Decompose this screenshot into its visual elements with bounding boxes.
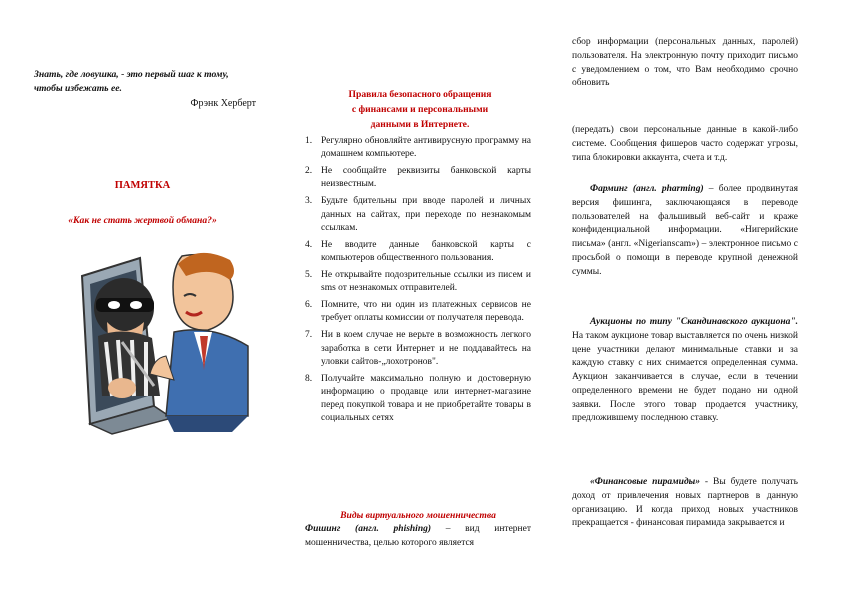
epigraph-author: Фрэнк Херберт	[190, 97, 256, 109]
phishing-paragraph	[305, 523, 531, 551]
rules-title-line-1: Правила безопасного обращения	[348, 89, 492, 100]
col3-paragraph-2: (передать) свои персональные данные в какой-либо системе. Сообщения фишеров часто содержат угрозы, типа блокировки аккаунта, счета и т.д.	[572, 125, 798, 163]
rule-item: 1. Регулярно обновляйте антивирусную программу на домашнем компьютере.	[305, 136, 531, 160]
thief-computer-illustration	[62, 246, 252, 436]
pyramid-term: «Финансовые пирамиды»	[590, 477, 701, 487]
leaflet-subtitle: «Как не стать жертвой обмана?»	[68, 215, 217, 226]
rule-item: 5. Не открывайте подозрительные ссылки из писем и sms от незнакомых отправителей.	[305, 269, 531, 294]
rule-item: 3. Будьте бдительны при вводе паролей и личных данных на сайтах, при переходе по незнакомым ссылкам.	[305, 196, 531, 233]
fraud-types-title: Виды виртуального мошенничества	[340, 510, 496, 521]
auction-text: На таком аукционе товар выставляется по очень низкой цене участники делают минимальные ставки и за каждую ставку с них снимается определенная сумма. Аукцион заканчивается в случае, если в течении определенного времени не будет подано ни одной заявки. После этого товар продается участнику, предложившему последнюю ставку.	[572, 330, 798, 424]
rule-item: 4. Не вводите данные банковской карты с компьютеров общественного пользования.	[305, 239, 531, 263]
rules-title	[305, 88, 535, 133]
pyramid-paragraph	[572, 476, 798, 531]
rules-list	[305, 135, 531, 429]
pharming-text: – более продвинутая версия фишинга, заключающаяся в переводе пользователей на фальшивый веб-сайт и краже конфиденциальной информации. «Нигерийские письма» (англ. «Nigerianscam») – электронное письмо с просьбой о помощи в переводе крупной денежной суммы.	[572, 184, 798, 277]
epigraph	[34, 68, 256, 111]
rule-item: 2. Не сообщайте реквизиты банковской карты неизвестным.	[305, 166, 531, 190]
auction-paragraph	[572, 316, 798, 426]
victim-figure	[150, 253, 248, 432]
col3-paragraph-1: сбор информации (персональных данных, паролей) пользователя. На электронную почту приходит письмо с уведомлением о том, что Вам необходимо срочно обновить	[572, 37, 798, 89]
leaflet-title: ПАМЯТКА	[114, 180, 171, 191]
rule-item: 6. Помните, что ни один из платежных сервисов не требует оплаты комиссии от получателя перевода.	[305, 300, 531, 324]
rules-title-line-2: с финансами и персональными	[351, 103, 489, 115]
panel-cover	[0, 0, 285, 595]
epigraph-quote: Знать, где ловушка, - это первый шаг к тому, чтобы избежать ее.	[34, 69, 229, 94]
pharming-paragraph	[572, 183, 798, 279]
thief-figure	[94, 278, 160, 398]
pharming-term: Фарминг (англ. pharming)	[590, 184, 704, 194]
auction-term: Аукционы по типу "Скандинавского аукциона".	[590, 317, 798, 327]
rules-title-line-3: данными в Интернете.	[370, 118, 470, 130]
phishing-text: – вид интернет мошенничества, целью которого является	[305, 524, 531, 548]
pyramid-text: - Вы будете получать доход от привлечения новых партнеров в данную организацию. И когда приход новых участников прекращается - финансовая пирамида закрывается и	[572, 477, 798, 529]
rule-item: 8. Получайте максимально полную и достоверную информацию о продавце или интернет-магазине перед покупкой товара и не приобретайте товары в социальных сетях	[305, 373, 531, 424]
phishing-term: Фишинг (англ. phishing)	[305, 524, 432, 534]
rule-item: 7. Ни в коем случае не верьте в возможность легкого заработка в сети Интернет и не поддавайтесь на уловки сайтов-„лохотронов".	[305, 330, 531, 367]
